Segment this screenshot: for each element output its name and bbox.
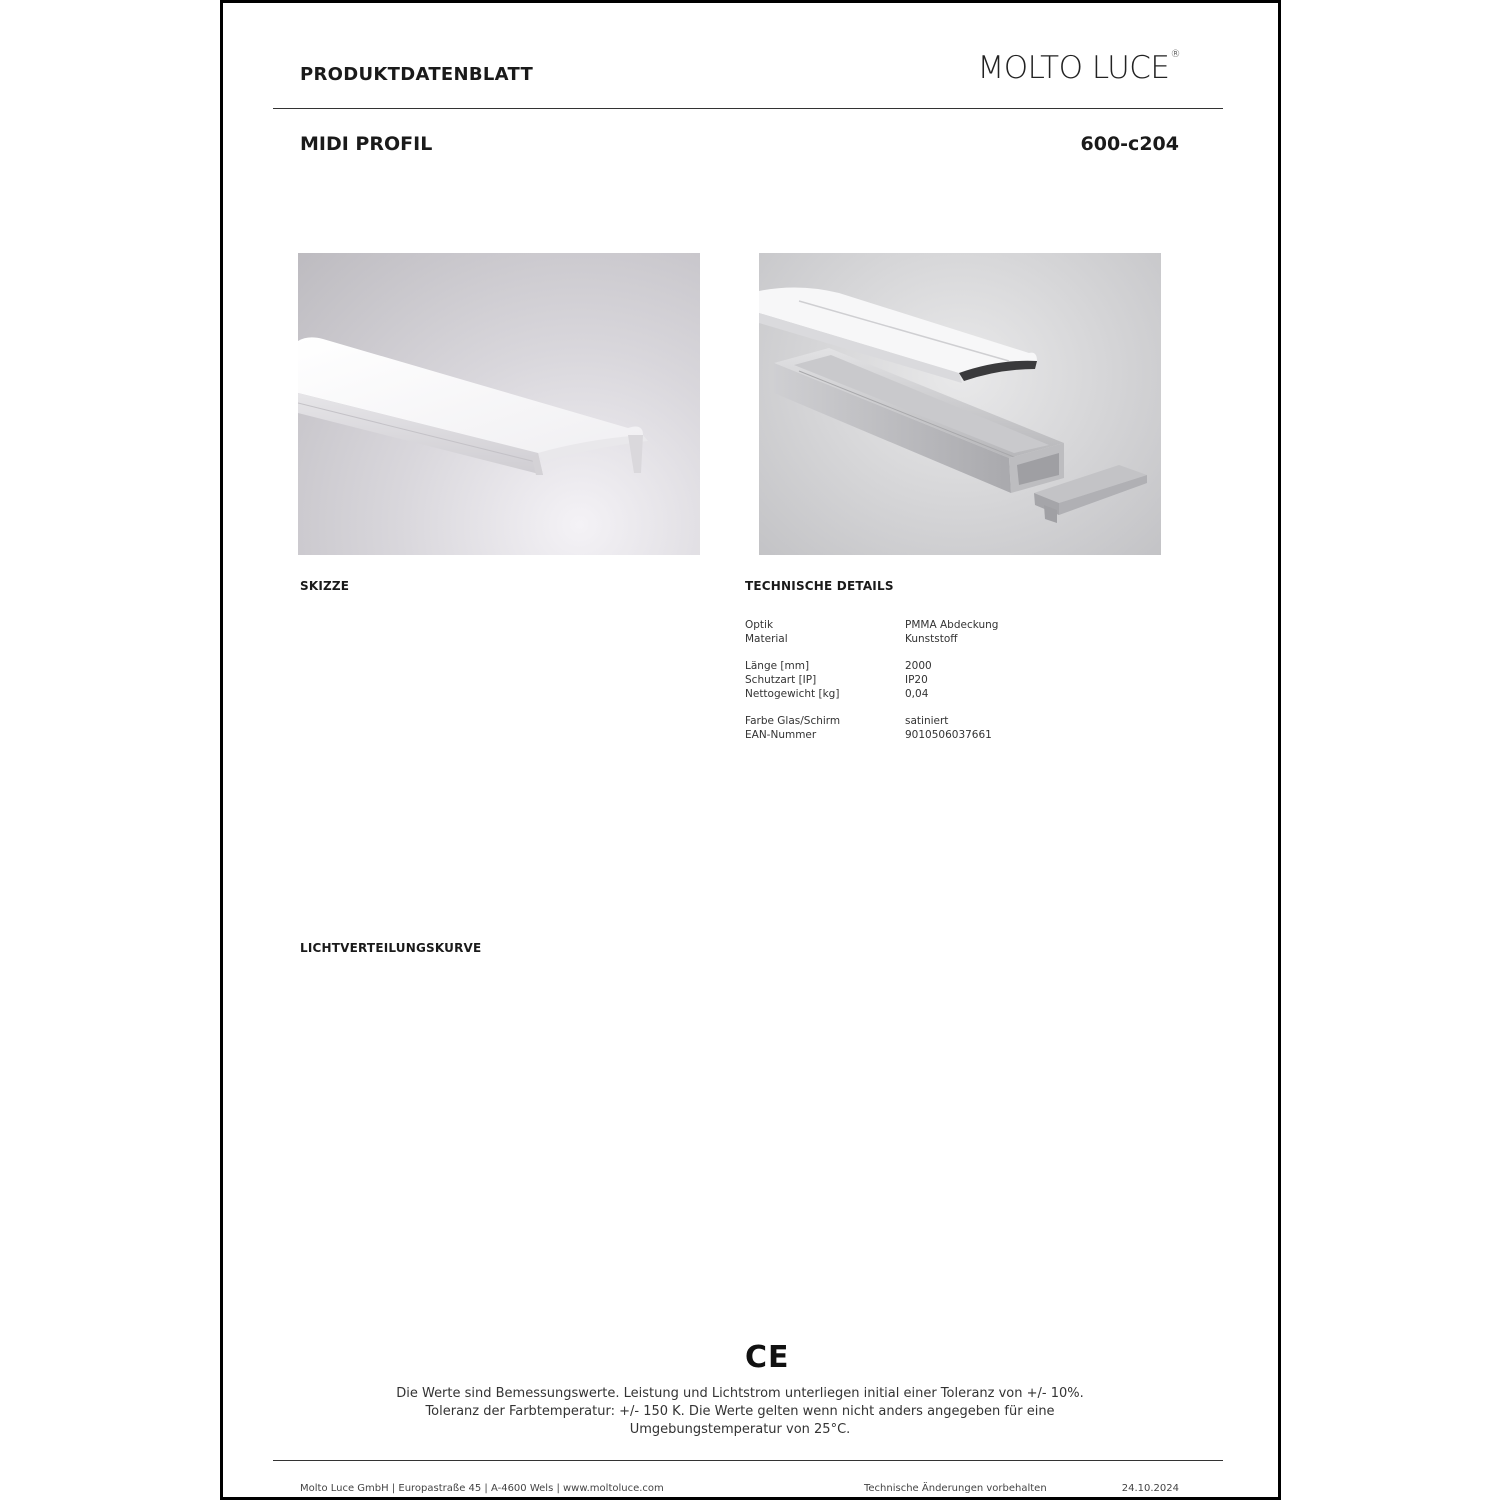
product-code: 600-c204 [1080, 133, 1179, 155]
product-name: MIDI PROFIL [300, 133, 433, 155]
brand-logo [978, 50, 1181, 86]
disclaimer-line: Die Werte sind Bemessungswerte. Leistung und Lichtstrom unterliegen initial einer Toleranz von +/- 10%. [396, 1386, 1084, 1401]
spec-key: Nettogewicht [kg] [745, 688, 840, 700]
spec-value: 0,04 [905, 688, 929, 700]
spec-table [745, 618, 1105, 742]
product-photo-cover [298, 253, 700, 555]
spec-key: Farbe Glas/Schirm [745, 715, 841, 727]
spec-key: Schutzart [IP] [745, 674, 817, 686]
spec-row [745, 632, 1105, 646]
disclaimer-line: Toleranz der Farbtemperatur: +/- 150 K. Die Werte gelten wenn nicht anders angegeben für eine [425, 1404, 1055, 1419]
spec-row [745, 659, 1105, 673]
section-sketch: SKIZZE [300, 579, 350, 593]
spec-key: EAN-Nummer [745, 729, 817, 741]
spec-value: 2000 [905, 660, 932, 672]
spec-value: Kunststoff [905, 633, 958, 645]
section-light-distribution: LICHTVERTEILUNGSKURVE [300, 941, 482, 955]
spec-value: IP20 [905, 674, 928, 686]
spec-row [745, 728, 1105, 742]
spec-value: PMMA Abdeckung [905, 619, 999, 631]
footer-divider [273, 1460, 1223, 1461]
disclaimer-line: Umgebungstemperatur von 25°C. [629, 1422, 851, 1437]
document-type: PRODUKTDATENBLATT [300, 64, 534, 85]
page-frame [220, 0, 1281, 1500]
footer-date: 24.10.2024 [1121, 1483, 1179, 1494]
footer-company: Molto Luce GmbH | Europastraße 45 | A-4600 Wels | www.moltoluce.com [300, 1483, 664, 1494]
spec-row [745, 673, 1105, 687]
spec-row [745, 618, 1105, 632]
header-divider [273, 108, 1223, 109]
registered-mark: ® [1170, 48, 1180, 60]
section-technical-details: TECHNISCHE DETAILS [745, 579, 894, 593]
footer-note: Technische Änderungen vorbehalten [864, 1483, 1047, 1494]
spec-row [745, 714, 1105, 728]
disclaimer [300, 1385, 1180, 1439]
spec-value: satiniert [905, 715, 949, 727]
spec-row [745, 687, 1105, 701]
ce-mark-icon: CE [745, 1340, 790, 1375]
spec-key: Material [745, 633, 788, 645]
spec-key: Optik [745, 619, 774, 631]
brand-name: MOLTO LUCE [977, 50, 1170, 86]
product-photo-assembly [759, 253, 1161, 555]
spec-key: Länge [mm] [745, 660, 810, 672]
spec-value: 9010506037661 [905, 729, 992, 741]
